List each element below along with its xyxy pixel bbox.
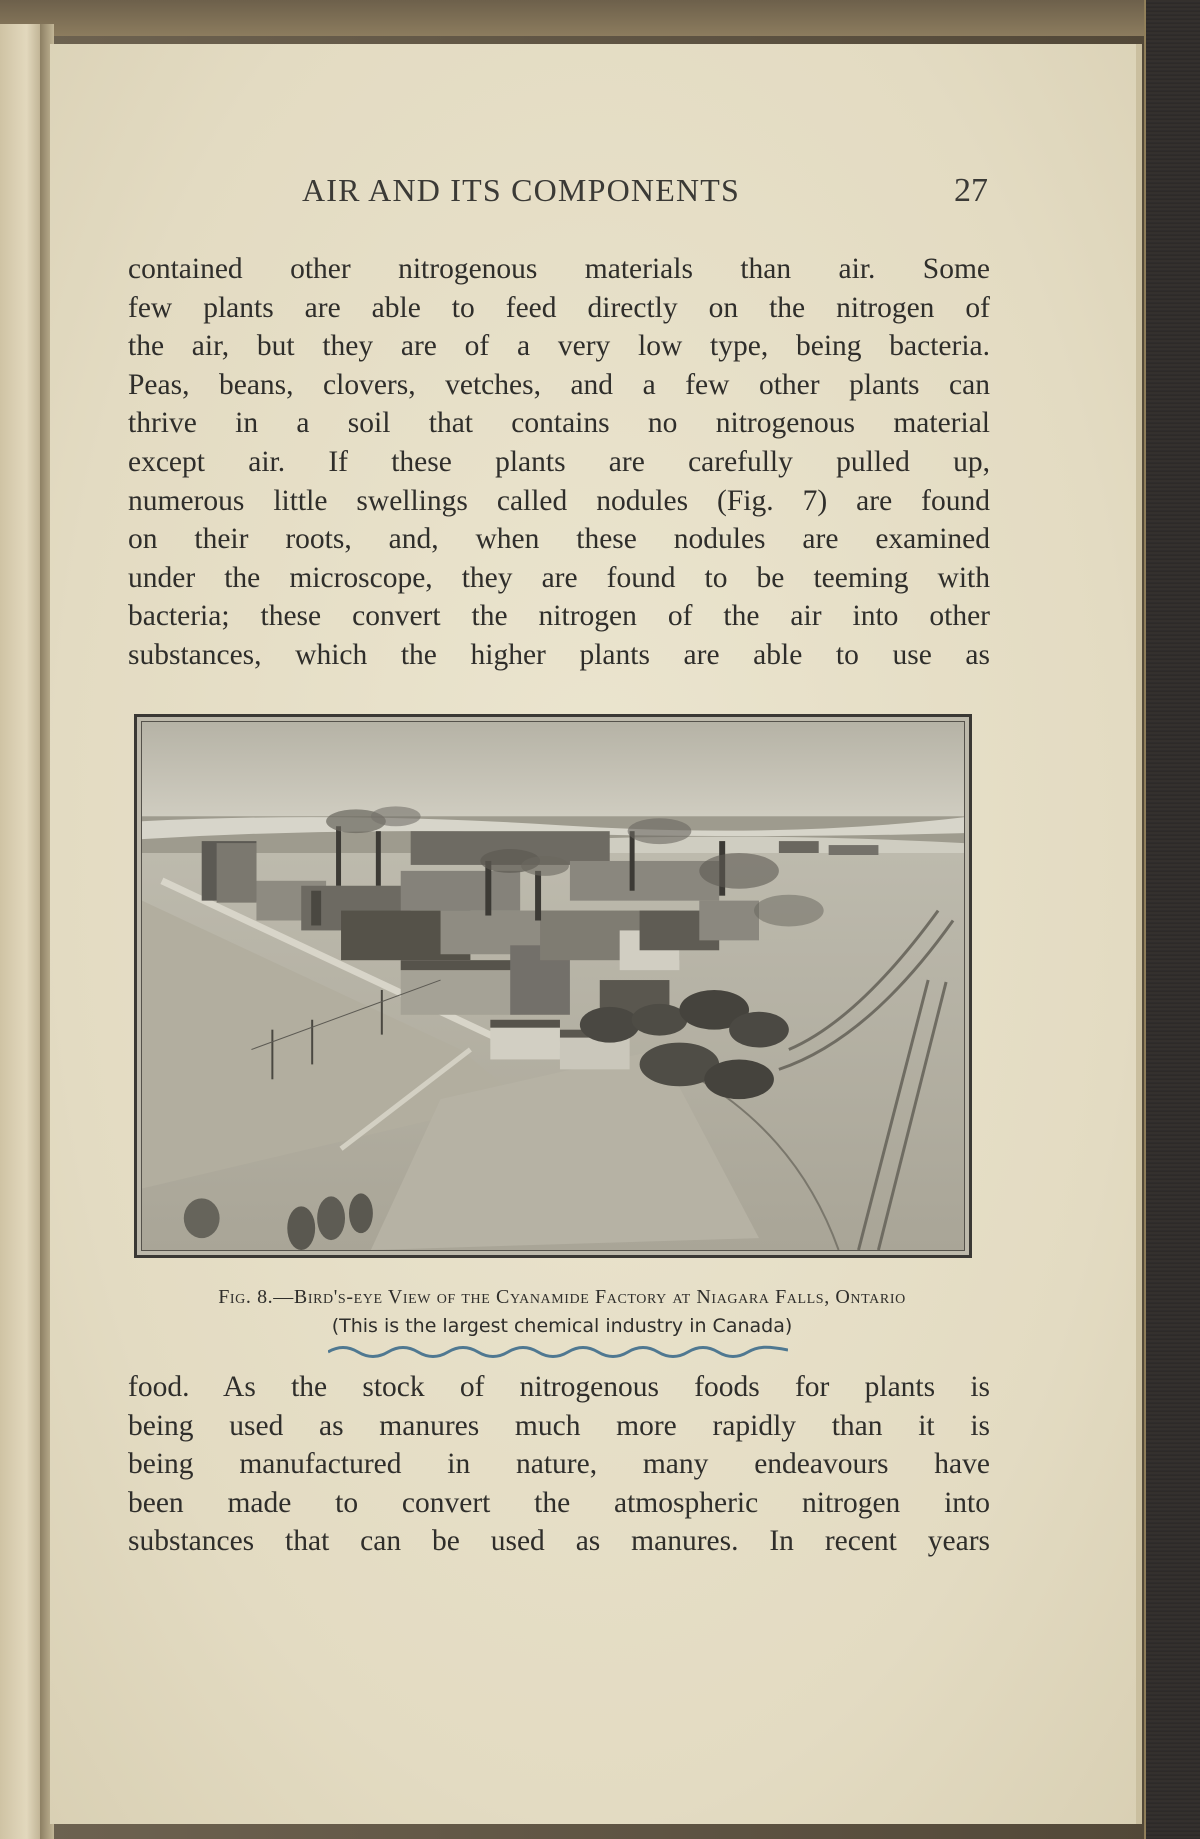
text-line: contained other nitrogenous materials than air. Some (128, 253, 990, 285)
body-text-top (128, 250, 990, 675)
book-cover-top (0, 0, 1200, 36)
figure-caption-subtitle: (This is the largest chemical industry in Canada) (331, 1315, 793, 1337)
running-head: AIR AND ITS COMPONENTS (302, 172, 740, 208)
figure-caption (122, 1286, 1002, 1337)
factory-illustration (141, 721, 965, 1251)
text-line: Peas, beans, clovers, vetches, and a few other plants can (128, 368, 990, 401)
text-line: thrive in a soil that contains no nitrogenous material (128, 407, 990, 440)
text-line: numerous little swellings called nodules (Fig. 7) are found (128, 484, 990, 517)
page-number: 27 (954, 172, 988, 209)
text-line: on their roots, and, when these nodules are examined (128, 523, 990, 556)
text-line: being manufactured in nature, many endeavours have (128, 1448, 990, 1481)
text-line: except air. If these plants are carefully pulled up, (128, 445, 990, 478)
text-line: being used as manures much more rapidly than it is (128, 1409, 990, 1442)
figure-caption-title: Fig. 8.—Bird's-eye View of the Cyanamide Factory at Niagara Falls, Ontario (218, 1286, 906, 1308)
facing-page-edge (0, 24, 44, 1839)
text-line: substances, which the higher plants are able to use as (128, 638, 990, 671)
text-line: been made to convert the atmospheric nitrogen into (128, 1486, 990, 1519)
text-line: substances that can be used as manures. In recent years (128, 1525, 990, 1558)
text-line: bacteria; these convert the nitrogen of the air into other (128, 600, 990, 633)
wavy-ornament (328, 1340, 788, 1362)
text-line: few plants are able to feed directly on the nitrogen of (128, 291, 990, 324)
body-text-bottom (128, 1368, 990, 1561)
text-line: under the microscope, they are found to be teeming with (128, 561, 990, 594)
factory-drawing (142, 722, 964, 1250)
page-header (50, 172, 1142, 228)
text-line: food. As the stock of nitrogenous foods for plants is (128, 1371, 990, 1403)
text-line: the air, but they are of a very low type, being bacteria. (128, 330, 990, 363)
figure-frame (134, 714, 972, 1258)
book-page (50, 44, 1142, 1824)
book-cover-cloth (1146, 0, 1200, 1839)
